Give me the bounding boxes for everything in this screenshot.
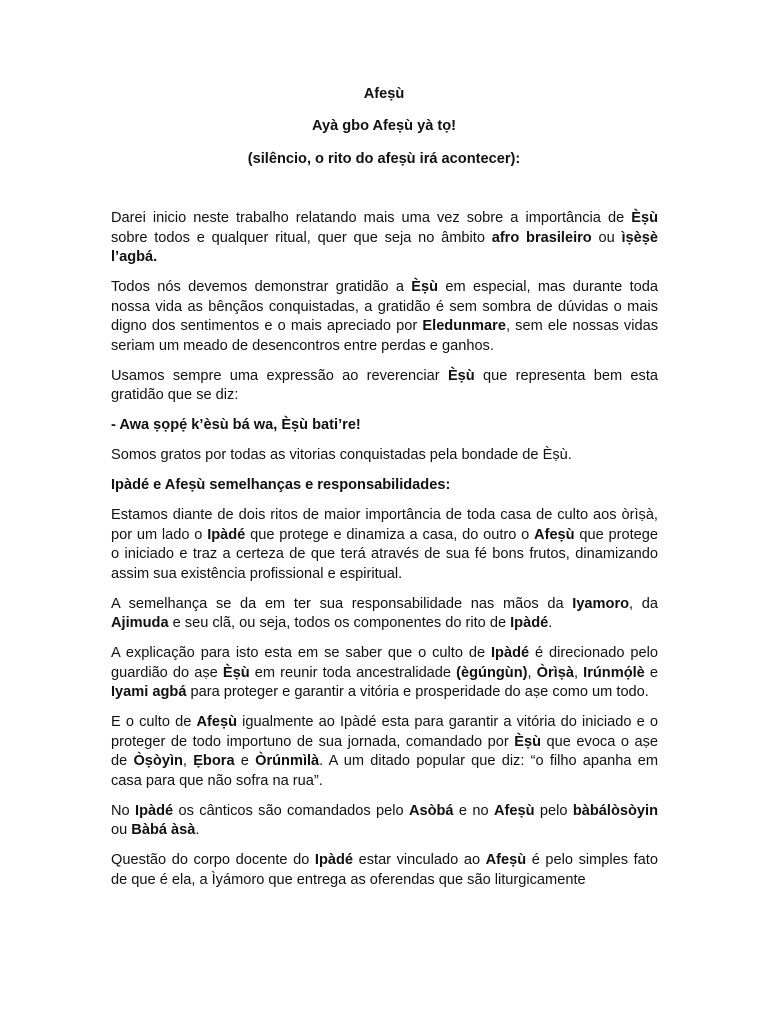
bold-text: Èṣù <box>514 733 542 750</box>
text-run: estar vinculado ao <box>353 852 486 868</box>
text-run: é direcionado pelo guardião do aṣe <box>111 645 659 681</box>
bold-text: Afeṣù <box>534 526 575 543</box>
text-run: em especial, mas durante toda nossa vida as bênçãos conquistadas, a gratidão é sem sombra de dúvidas o mais digno dos sentimentos e o mais apreciado por <box>111 279 658 334</box>
bold-text: Ipàdé e Afeṣù semelhanças e responsabilidades: <box>111 477 451 493</box>
bold-text: Ipàdé <box>207 526 246 543</box>
bold-text: - Awa ṣọpẹ́ k’èsù bá wa, Èṣù bati’re! <box>111 417 361 433</box>
text-run: os cânticos são comandados pelo <box>173 802 409 819</box>
bold-text: Èṣù <box>411 279 439 295</box>
text-run: . <box>548 615 553 631</box>
text-run: e no <box>453 802 494 819</box>
bold-text: Ipàdé <box>135 802 174 819</box>
bold-text: bàbálòsòyin <box>572 802 658 819</box>
paragraph <box>111 367 658 406</box>
text-run: , sem ele nossas vidas seriam um meado de desencontros entre perdas e ganhos. <box>111 318 658 354</box>
text-run: é pelo simples fato de que é ela, a Ìyámoro que entrega as oferendas que são liturgicamente <box>111 852 658 888</box>
bold-text: Òrìṣà <box>536 664 574 681</box>
text-run: e seu clã, ou seja, todos os componentes do rito de <box>168 615 511 631</box>
paragraph <box>111 851 658 890</box>
document-body <box>111 209 658 901</box>
bold-text: Afeṣù <box>493 802 535 819</box>
bold-text: Èṣù <box>631 210 658 226</box>
text-run: que evoca o aṣe de <box>111 733 658 769</box>
bold-text: afro brasileiro <box>491 229 592 246</box>
paragraph <box>111 506 658 584</box>
bold-text: Afeṣù <box>485 852 527 868</box>
paragraph <box>111 644 658 703</box>
bold-text: Bàbá àsà <box>131 822 196 838</box>
paragraph <box>111 713 658 791</box>
text-run: Questão do corpo docente do <box>111 852 315 868</box>
text-run: , <box>573 664 584 681</box>
bold-text: Ipàdé <box>314 852 354 868</box>
bold-text: Afeṣù <box>196 714 237 730</box>
text-run: que protege o iniciado e traz a certeza de que terá através de sua fé bons frutos, dinamizando assim sua existência profissional e espiritual. <box>111 526 658 582</box>
paragraph <box>111 802 658 841</box>
text-run: sobre todos e qualquer ritual, quer que seja no âmbito <box>111 229 492 246</box>
text-run: Estamos diante de dois ritos de maior importância de toda casa de culto aos òrìṣà, por um lado o <box>111 507 658 543</box>
paragraph <box>111 476 658 496</box>
text-run: em reunir toda ancestralidade <box>249 664 457 681</box>
document-title: Afeṣù <box>363 86 405 102</box>
text-run: ou <box>111 822 132 838</box>
text-run: ou <box>591 229 622 246</box>
bold-text: Ipàdé <box>491 645 530 661</box>
bold-text: Ajimuda <box>111 615 169 631</box>
text-run: e <box>644 664 659 681</box>
document-note: (silêncio, o rito do afeṣù irá acontecer): <box>247 151 521 167</box>
bold-text: Òṣòyìn <box>133 753 183 769</box>
text-run: . A um ditado popular que diz: “o filho apanha em casa para que não sofra na rua”. <box>111 753 658 789</box>
text-run: E o culto de <box>111 714 197 730</box>
text-run: , <box>182 753 194 769</box>
text-run: No <box>111 802 136 819</box>
text-run: e <box>234 753 256 769</box>
bold-text: Ẹbora <box>193 753 235 769</box>
bold-text: (ègúngùn) <box>456 664 528 681</box>
paragraph <box>111 416 658 436</box>
text-run: , <box>527 664 537 681</box>
text-run: igualmente ao Ipàdé esta para garantir a vitória do iniciado e o proteger de todo importuno de sua jornada, comandado por <box>111 714 658 750</box>
bold-text: Eledunmare <box>422 318 506 334</box>
bold-text: ìṣèṣè l’agbá. <box>111 229 659 265</box>
bold-text: Èṣù <box>447 367 475 384</box>
bold-text: Asòbá <box>408 802 454 819</box>
bold-text: Òrúnmìlà <box>255 753 320 769</box>
paragraph <box>111 595 658 634</box>
bold-text: Iyamoro <box>572 595 630 612</box>
bold-text: Irúnmọ́lè <box>583 664 645 681</box>
bold-text: Iyami agbá <box>111 684 187 700</box>
text-run: pelo <box>534 802 573 819</box>
document-subtitle: Ayà gbo Afeṣù yà tọ! <box>311 118 457 134</box>
text-run: Todos nós devemos demonstrar gratidão a <box>111 279 412 295</box>
text-run: Somos gratos por todas as vitorias conquistadas pela bondade de Èṣù. <box>111 447 572 463</box>
bold-text: Èṣù <box>222 664 250 681</box>
text-run: A explicação para isto esta em se saber que o culto de <box>111 645 491 661</box>
text-run: . <box>195 822 200 838</box>
text-run: A semelhança se da em ter sua responsabilidade nas mãos da <box>111 595 573 612</box>
text-run: , da <box>629 595 659 612</box>
text-run: para proteger e garantir a vitória e prosperidade do aṣe como um todo. <box>186 684 649 700</box>
paragraph <box>111 278 658 356</box>
text-run: que protege e dinamiza a casa, do outro o <box>245 526 535 543</box>
text-run: Darei inicio neste trabalho relatando mais uma vez sobre a importância de <box>111 210 632 226</box>
bold-text: Ipàdé <box>510 615 549 631</box>
text-run: que representa bem esta gratidão que se diz: <box>111 367 658 403</box>
text-run: Usamos sempre uma expressão ao reverenciar <box>111 367 448 384</box>
paragraph <box>111 209 658 268</box>
paragraph <box>111 446 658 466</box>
